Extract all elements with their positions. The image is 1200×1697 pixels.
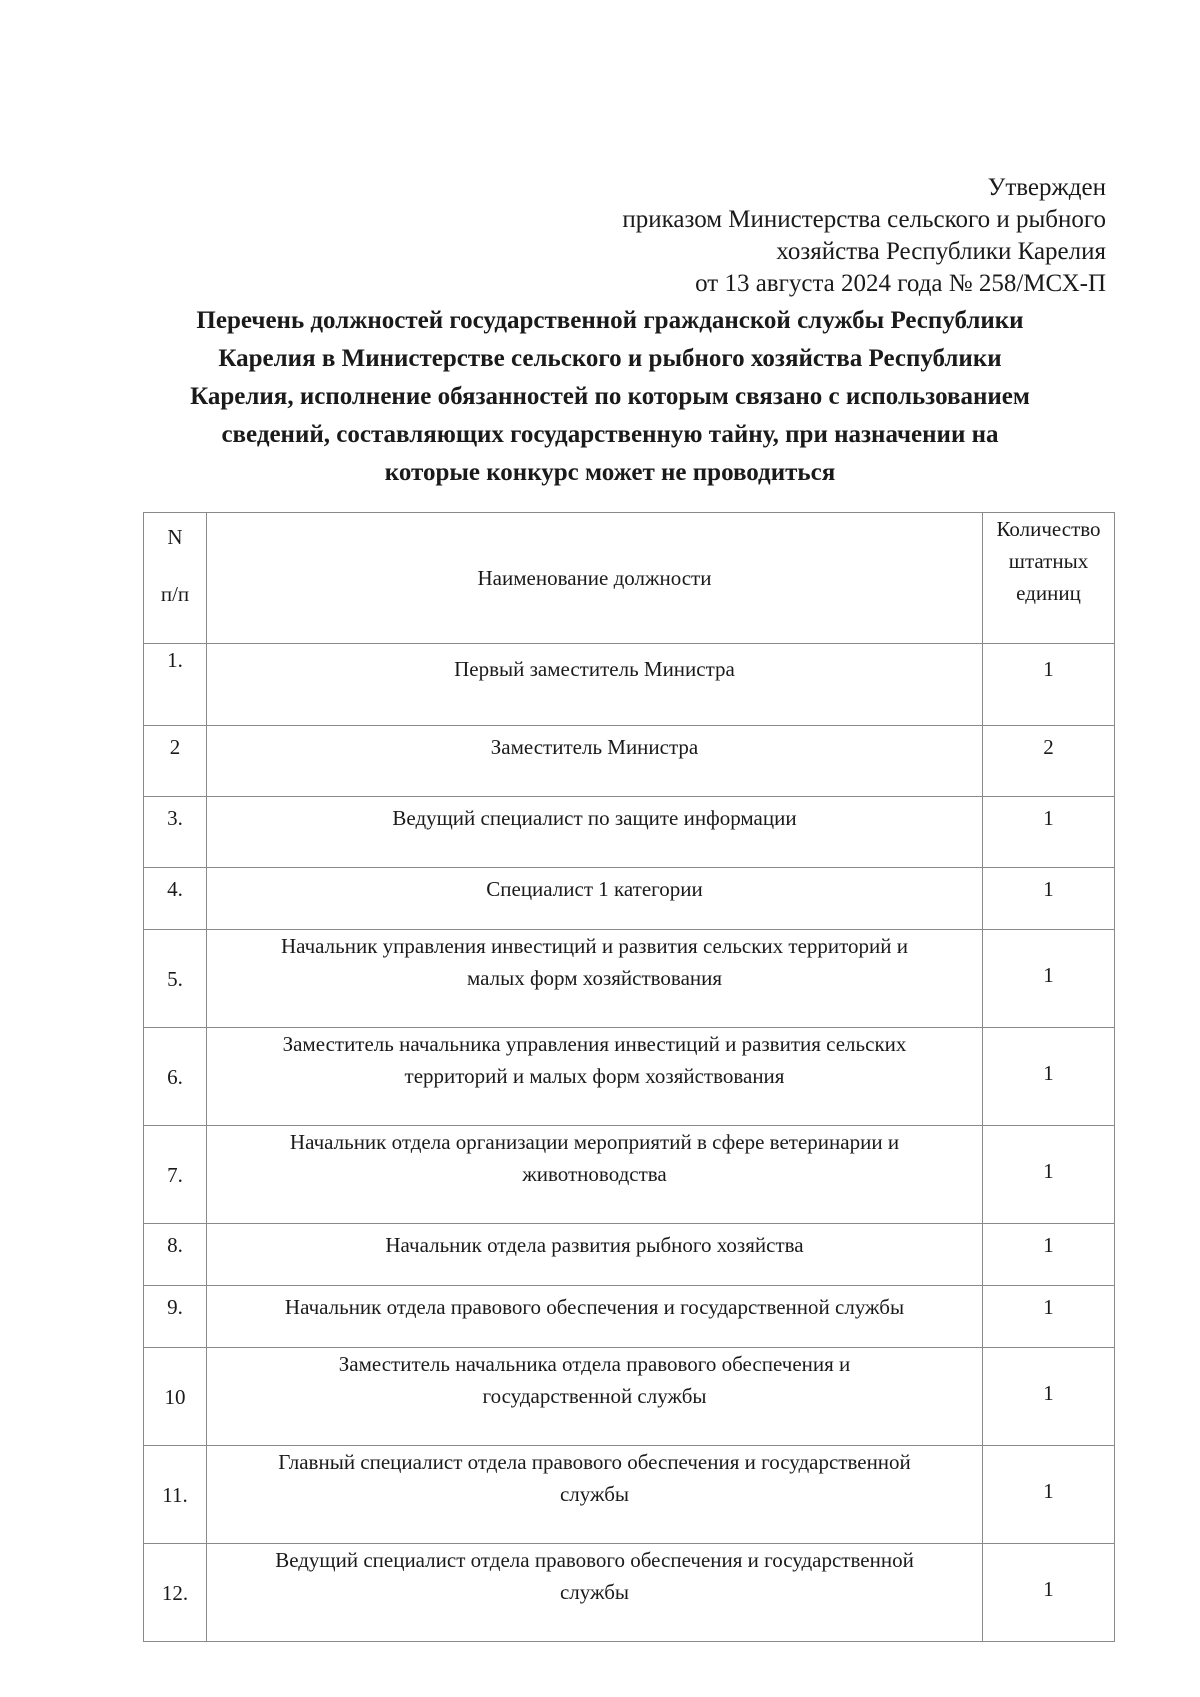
- row-number: 9.: [144, 1286, 207, 1348]
- header-quantity: [983, 513, 1115, 644]
- position-name-line: Главный специалист отдела правового обеспечения и государственной: [278, 1450, 911, 1474]
- position-name-line: Заместитель начальника управления инвестиций и развития сельских: [282, 1032, 907, 1056]
- row-quantity: 1: [983, 868, 1115, 930]
- position-name-line: Ведущий специалист отдела правового обеспечения и государственной: [275, 1548, 914, 1572]
- position-name-line: Начальник отдела развития рыбного хозяйства: [385, 1233, 804, 1257]
- table-row: [144, 644, 1115, 726]
- row-number: 1.: [144, 644, 207, 726]
- row-quantity: 1: [983, 1544, 1115, 1642]
- position-name-line: Ведущий специалист по защите информации: [392, 806, 797, 830]
- header-number: [144, 513, 207, 644]
- row-position-name: [207, 1028, 983, 1126]
- header-quantity-line: штатных: [1008, 549, 1089, 573]
- row-number: 12.: [144, 1544, 207, 1642]
- row-number: 10: [144, 1348, 207, 1446]
- positions-table: [143, 512, 1115, 1642]
- table-row: [144, 1224, 1115, 1286]
- table-row: [144, 1286, 1115, 1348]
- row-number: 6.: [144, 1028, 207, 1126]
- approval-line: хозяйства Республики Карелия: [776, 238, 1106, 265]
- position-name-line: Начальник управления инвестиций и развития сельских территорий и: [280, 934, 909, 958]
- table-header-row: [144, 513, 1115, 644]
- row-position-name: [207, 930, 983, 1028]
- table-row: [144, 1446, 1115, 1544]
- position-name-line: Начальник отдела организации мероприятий в сфере ветеринарии и: [289, 1130, 900, 1154]
- title-line: Карелия в Министерстве сельского и рыбного хозяйства Республики: [218, 345, 1002, 372]
- row-quantity: 1: [983, 797, 1115, 868]
- row-number: 7.: [144, 1126, 207, 1224]
- position-name-line: животноводства: [522, 1162, 667, 1186]
- approval-line: Утвержден: [987, 174, 1106, 201]
- table-row: [144, 1126, 1115, 1224]
- approval-line: приказом Министерства сельского и рыбного: [622, 206, 1106, 233]
- position-name-line: Заместитель начальника отдела правового обеспечения и: [338, 1352, 851, 1376]
- row-position-name: [207, 726, 983, 797]
- header-quantity-line: единиц: [1016, 581, 1081, 605]
- position-name-line: Первый заместитель Министра: [454, 657, 735, 681]
- row-position-name: [207, 1348, 983, 1446]
- title-line: сведений, составляющих государственную тайну, при назначении на: [221, 421, 999, 448]
- position-name-line: малых форм хозяйствования: [466, 966, 723, 990]
- row-quantity: 1: [983, 1286, 1115, 1348]
- row-quantity: 1: [983, 1224, 1115, 1286]
- position-name-line: службы: [559, 1580, 630, 1604]
- row-position-name: [207, 1224, 983, 1286]
- row-position-name: [207, 1286, 983, 1348]
- position-name-line: государственной службы: [482, 1384, 707, 1408]
- row-number: 4.: [144, 868, 207, 930]
- row-quantity: 2: [983, 726, 1115, 797]
- row-number: 3.: [144, 797, 207, 868]
- row-quantity: 1: [983, 1348, 1115, 1446]
- row-number: 2: [144, 726, 207, 797]
- header-quantity-line: Количество: [996, 517, 1101, 541]
- table-row: [144, 726, 1115, 797]
- table-row: [144, 1028, 1115, 1126]
- header-position-name: Наименование должности: [207, 513, 983, 644]
- row-quantity: 1: [983, 930, 1115, 1028]
- title-line: которые конкурс может не проводиться: [384, 459, 836, 486]
- table-row: [144, 797, 1115, 868]
- row-number: 11.: [144, 1446, 207, 1544]
- row-quantity: 1: [983, 1126, 1115, 1224]
- table-row: [144, 930, 1115, 1028]
- row-quantity: 1: [983, 644, 1115, 726]
- table-row: [144, 1544, 1115, 1642]
- row-quantity: 1: [983, 1446, 1115, 1544]
- row-number: 5.: [144, 930, 207, 1028]
- row-position-name: [207, 1544, 983, 1642]
- position-name-line: Специалист 1 категории: [486, 877, 703, 901]
- title-line: Перечень должностей государственной гражданской службы Республики: [196, 307, 1024, 334]
- table-row: [144, 1348, 1115, 1446]
- position-name-line: территорий и малых форм хозяйствования: [404, 1064, 785, 1088]
- position-name-line: Заместитель Министра: [490, 735, 699, 759]
- row-position-name: [207, 868, 983, 930]
- row-position-name: [207, 1446, 983, 1544]
- position-name-line: Начальник отдела правового обеспечения и государственной службы: [284, 1295, 905, 1319]
- row-quantity: 1: [983, 1028, 1115, 1126]
- approval-line: от 13 августа 2024 года № 258/МСХ-П: [695, 270, 1106, 297]
- approval-stamp: [622, 172, 1106, 300]
- row-position-name: [207, 797, 983, 868]
- title-line: Карелия, исполнение обязанностей по которым связано с использованием: [190, 383, 1030, 410]
- row-number: 8.: [144, 1224, 207, 1286]
- row-position-name: [207, 1126, 983, 1224]
- header-number-line: п/п: [160, 582, 190, 606]
- header-number-line: N: [167, 525, 183, 549]
- position-name-line: службы: [559, 1482, 630, 1506]
- row-position-name: [207, 644, 983, 726]
- table-row: [144, 868, 1115, 930]
- document-title: [140, 302, 1080, 492]
